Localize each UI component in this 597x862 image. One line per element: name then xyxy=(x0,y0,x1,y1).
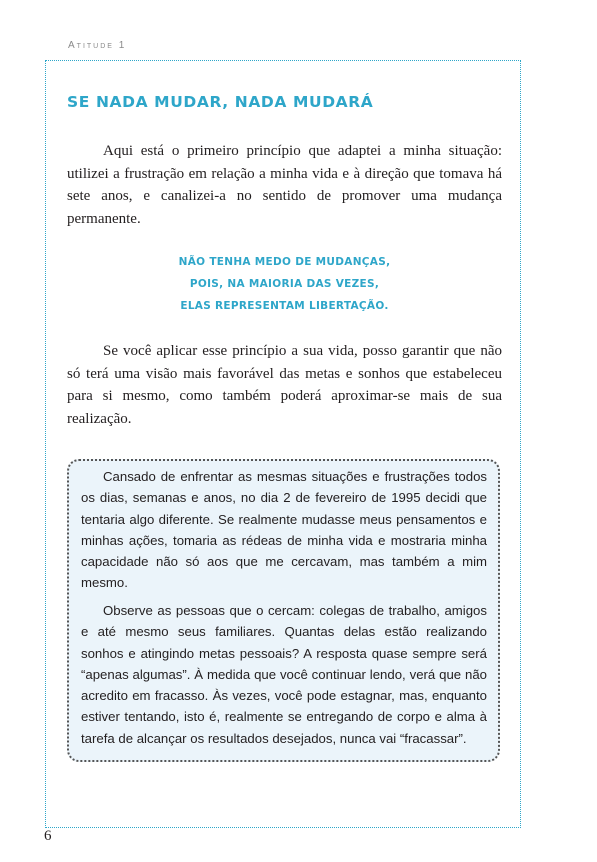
page-number: 6 xyxy=(44,828,52,844)
pull-quote-line: NÃO TENHA MEDO DE MUDANÇAS, xyxy=(178,256,391,268)
body-paragraph: Se você aplicar esse princípio a sua vida, posso garantir que não só terá uma visão mais favorável das metas e sonhos que estabeleceu para si mesmo, como também poderá aproximar-se mais de sua realização. xyxy=(67,343,502,427)
section-heading: SE NADA MUDAR, NADA MUDARÁ xyxy=(67,93,374,111)
pull-quote-line: ELAS REPRESENTAM LIBERTAÇÃO. xyxy=(180,300,389,312)
story-box-paragraph: Observe as pessoas que o cercam: colegas de trabalho, amigos e até mesmo seus familiares. Quantas delas estão realizando sonhos e atingindo metas pessoais? A resposta quase sempre será “apenas algumas”. À medida que você continuar lendo, verá que não acredito em fracasso. Às vezes, você pode estagnar, mas, enquanto estiver tentando, isto é, realmente se entregando de corpo e alma à tarefa de alcançar os resultados desejados, nunca vai “fracassar”. xyxy=(81,603,487,746)
running-head: Atitude 1 xyxy=(68,40,127,51)
body-paragraph: Aqui está o primeiro princípio que adaptei a minha situação: utilizei a frustração em relação a minha vida e à direção que tomava há sete anos, e canalizei-a no sentido de promover uma mudança permanente. xyxy=(67,143,502,227)
pull-quote xyxy=(67,251,502,317)
story-box-paragraph: Cansado de enfrentar as mesmas situações e frustrações todos os dias, semanas e anos, no dia 2 de fevereiro de 1995 decidi que tentaria algo diferente. Se realmente mudasse meus pensamentos e minhas ações, tomaria as rédeas de minha vida e mostraria minha capacidade não só aos que me cercavam, mas também a mim mesmo. xyxy=(81,469,487,591)
pull-quote-line: POIS, NA MAIORIA DAS VEZES, xyxy=(189,278,380,290)
